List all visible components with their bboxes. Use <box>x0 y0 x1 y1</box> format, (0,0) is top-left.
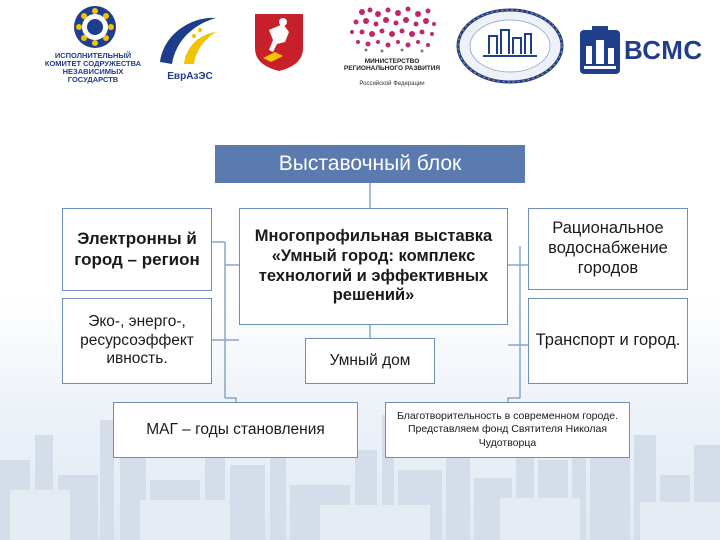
cis-logo <box>38 5 148 93</box>
moscow-coat-of-arms-icon <box>253 12 305 72</box>
eaes-logo-label: ЕврАзЭС <box>167 71 213 82</box>
box-mag-years <box>113 402 358 458</box>
box-transport <box>528 298 688 384</box>
cis-emblem-icon <box>73 5 117 49</box>
cis-logo-label: ИСПОЛНИТЕЛЬНЫЙ КОМИТЕТ СОДРУЖЕСТВА НЕЗАВИСИМЫХ ГОСУДАРСТВ <box>44 51 142 84</box>
eaes-emblem-icon <box>154 12 220 68</box>
box-smart-home <box>305 338 435 384</box>
box-main-exhibition <box>239 208 508 325</box>
moscow-logo <box>253 12 305 72</box>
box-smart-home-text: Умный дом <box>329 351 411 369</box>
vsms-logo-label: ВСМС <box>624 35 703 65</box>
minreg-logo-sublabel: Российской Федерации <box>359 81 425 87</box>
box-electronic-city-text: Электронны й город – регион <box>74 229 200 269</box>
box-charity <box>385 402 630 458</box>
vsms-logo <box>578 24 718 84</box>
mag-seal-icon <box>455 6 565 86</box>
minreg-logo-label: МИНИСТЕРСТВО РЕГИОНАЛЬНОГО РАЗВИТИЯ <box>343 58 441 72</box>
box-eco-energy <box>62 298 212 384</box>
vsms-emblem-icon <box>578 24 622 78</box>
box-electronic-city <box>62 208 212 291</box>
box-mag-years-text: МАГ – годы становления <box>146 420 325 438</box>
eaes-logo <box>150 12 240 90</box>
minreg-logo <box>337 4 447 94</box>
mag-logo <box>455 6 565 86</box>
minreg-dots-icon <box>342 4 442 54</box>
box-eco-energy-text: Эко-, энерго-, ресурсоэффект ивность. <box>80 313 194 368</box>
box-charity-text: Благотворительность в современном городе. Представляем фонд Святителя Николая Чудотворца <box>397 409 618 449</box>
box-water-supply-text: Рациональное водоснабжение городов <box>548 219 668 277</box>
diagram-title-box <box>215 145 525 183</box>
diagram-title: Выставочный блок <box>278 152 462 176</box>
box-water-supply <box>528 208 688 290</box>
box-transport-text: Транспорт и город. <box>535 331 681 350</box>
box-main-exhibition-text: Многопрофильная выставка «Умный город: комплекс технологий и эффективных решений» <box>254 226 493 305</box>
